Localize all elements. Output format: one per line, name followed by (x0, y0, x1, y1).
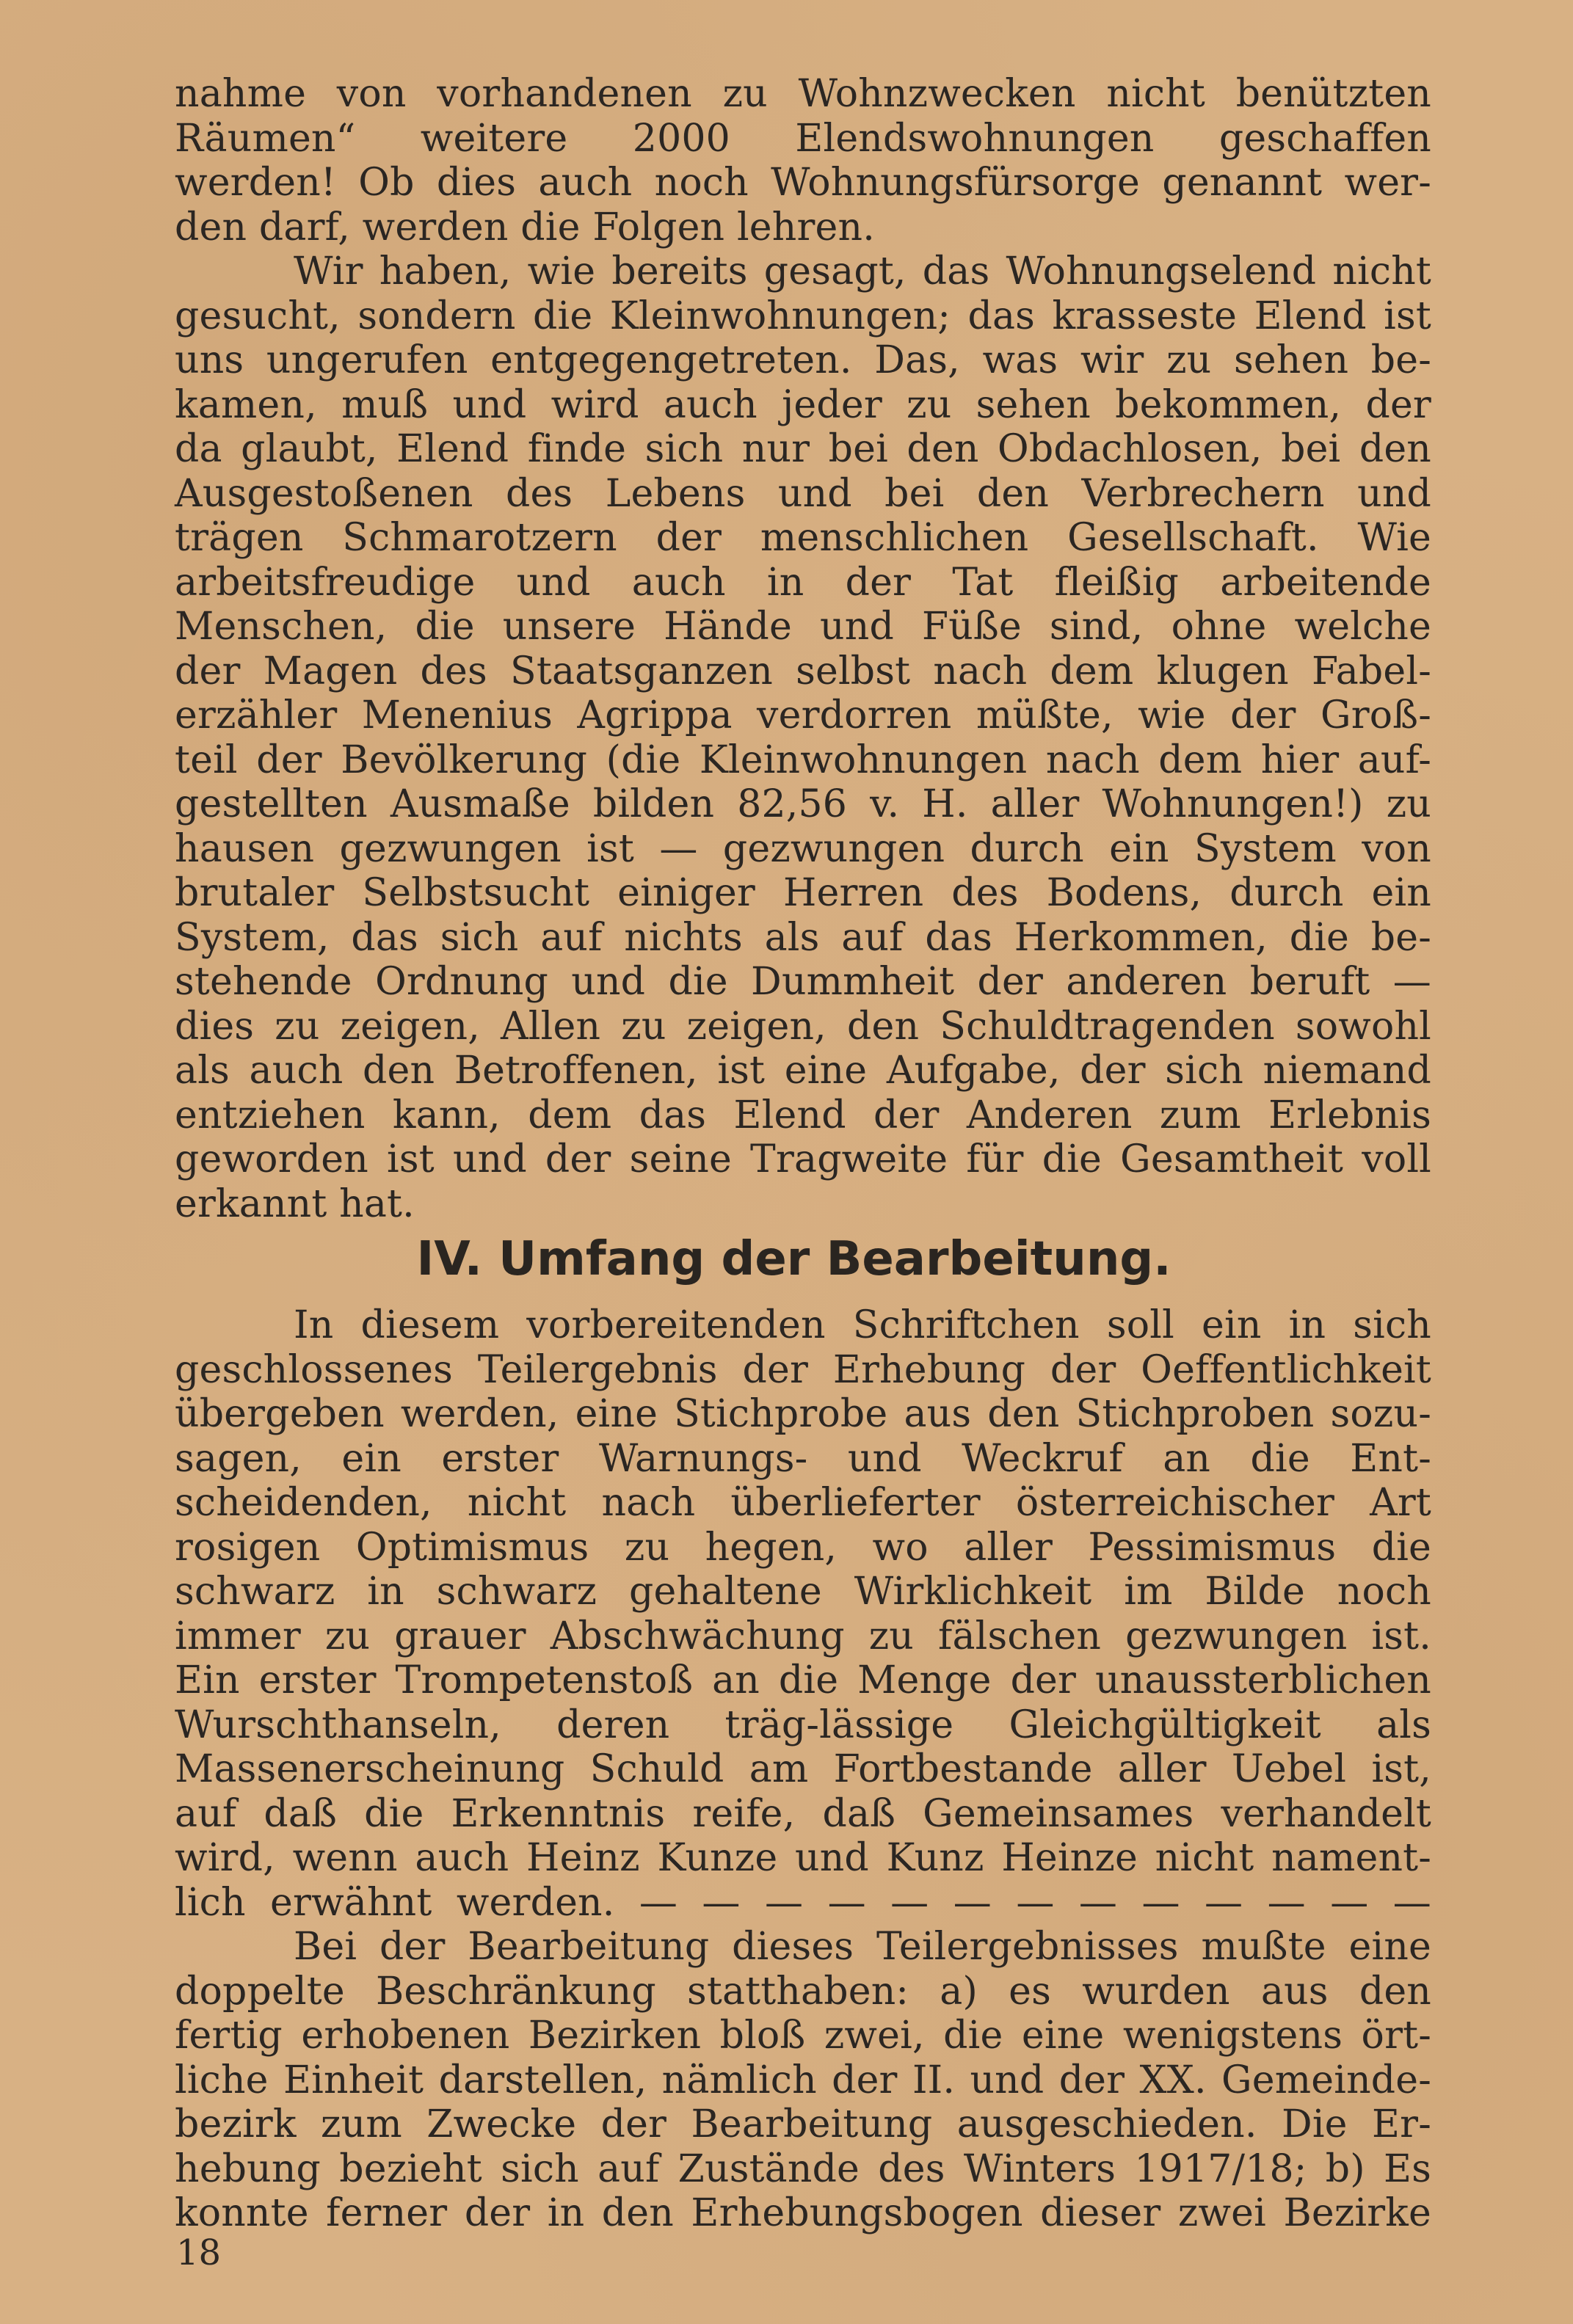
text-line: wird, wenn auch Heinz Kunze und Kunz Heinze nicht nament- (175, 1836, 1431, 1880)
text-line: liche Einheit darstellen, nämlich der II. und der XX. Gemeinde- (175, 2058, 1431, 2102)
text-line: hebung bezieht sich auf Zustände des Winters 1917/18; b) Es (175, 2146, 1431, 2191)
text-line: geworden ist und der seine Tragweite für die Gesamtheit voll (175, 1137, 1431, 1181)
text-line: der Magen des Staatsganzen selbst nach dem klugen Fabel- (175, 649, 1431, 693)
text-line: stehende Ordnung und die Dummheit der anderen beruft — (175, 960, 1431, 1004)
text-line: als auch den Betroffenen, ist eine Aufgabe, der sich niemand (175, 1049, 1431, 1093)
text-line: Ausgestoßenen des Lebens und bei den Verbrechern und (175, 471, 1431, 516)
text-line: hausen gezwungen ist — gezwungen durch ein System von (175, 826, 1431, 871)
text-line: uns ungerufen entgegengetreten. Das, was wir zu sehen be- (175, 338, 1431, 382)
text-line: Wir haben, wie bereits gesagt, das Wohnungselend nicht (294, 249, 1431, 294)
page-number: 18 (176, 2232, 222, 2273)
text-line: Räumen“ weitere 2000 Elendswohnungen geschaffen (175, 116, 1431, 161)
text-line: den darf, werden die Folgen lehren. (175, 205, 875, 249)
text-line: auf daß die Erkenntnis reife, daß Gemeinsames verhandelt (175, 1791, 1431, 1836)
text-line: Ein erster Trompetenstoß an die Menge der unaussterblichen (175, 1658, 1431, 1702)
text-line: erkannt hat. (175, 1181, 415, 1226)
text-line: nahme von vorhandenen zu Wohnzwecken nicht benützten (175, 72, 1431, 116)
body-text-bottom (175, 1303, 1431, 2236)
text-line: immer zu grauer Abschwächung zu fälschen gezwungen ist. (175, 1614, 1431, 1658)
text-line: Massenerscheinung Schuld am Fortbestande aller Uebel ist, (175, 1747, 1431, 1791)
text-line: Wurschthanseln, deren träg-lässige Gleichgültigkeit als (175, 1702, 1431, 1747)
text-line: lich erwähnt werden. — — — — — — — — — — — — — (175, 1880, 1431, 1925)
text-line: dies zu zeigen, Allen zu zeigen, den Schuldtragenden sowohl (175, 1004, 1431, 1049)
body-text-top (175, 72, 1431, 1226)
text-line: erzähler Menenius Agrippa verdorren müßte, wie der Groß- (175, 693, 1431, 737)
text-line: konnte ferner der in den Erhebungsbogen dieser zwei Bezirke (175, 2191, 1431, 2235)
text-line: sagen, ein erster Warnungs- und Weckruf an die Ent- (175, 1436, 1431, 1481)
text-line: rosigen Optimismus zu hegen, wo aller Pessimismus die (175, 1525, 1431, 1570)
text-line: entziehen kann, dem das Elend der Anderen zum Erlebnis (175, 1093, 1431, 1137)
text-line: da glaubt, Elend finde sich nur bei den Obdachlosen, bei den (175, 427, 1431, 471)
text-line: In diesem vorbereitenden Schriftchen soll ein in sich (294, 1303, 1431, 1347)
text-line: teil der Bevölkerung (die Kleinwohnungen nach dem hier auf- (175, 737, 1431, 782)
text-line: doppelte Beschränkung statthaben: a) es wurden aus den (175, 1969, 1431, 2014)
section-heading: IV. Umfang der Bearbeitung. (416, 1232, 1171, 1286)
text-line: fertig erhobenen Bezirken bloß zwei, die eine wenigstens ört- (175, 2014, 1431, 2058)
text-line: Bei der Bearbeitung dieses Teilergebnisses mußte eine (294, 1925, 1431, 1969)
text-line: brutaler Selbstsucht einiger Herren des Bodens, durch ein (175, 871, 1431, 915)
text-line: geschlossenes Teilergebnis der Erhebung der Oeffentlichkeit (175, 1347, 1431, 1392)
text-line: kamen, muß und wird auch jeder zu sehen bekommen, der (175, 382, 1431, 427)
text-line: werden! Ob dies auch noch Wohnungsfürsorge genannt wer- (175, 161, 1431, 205)
text-line: System, das sich auf nichts als auf das Herkommen, die be- (175, 915, 1431, 960)
text-line: übergeben werden, eine Stichprobe aus den Stichproben sozu- (175, 1392, 1431, 1436)
text-line: trägen Schmarotzern der menschlichen Gesellschaft. Wie (175, 516, 1431, 560)
text-line: gesucht, sondern die Kleinwohnungen; das krasseste Elend ist (175, 294, 1431, 338)
text-line: bezirk zum Zwecke der Bearbeitung ausgeschieden. Die Er- (175, 2102, 1431, 2146)
text-line: arbeitsfreudige und auch in der Tat fleißig arbeitende (175, 560, 1431, 605)
text-line: Menschen, die unsere Hände und Füße sind, ohne welche (175, 605, 1431, 649)
text-line: gestellten Ausmaße bilden 82,56 v. H. aller Wohnungen!) zu (175, 782, 1431, 826)
text-line: schwarz in schwarz gehaltene Wirklichkeit im Bilde noch (175, 1570, 1431, 1614)
text-line: scheidenden, nicht nach überlieferter österreichischer Art (175, 1481, 1431, 1525)
